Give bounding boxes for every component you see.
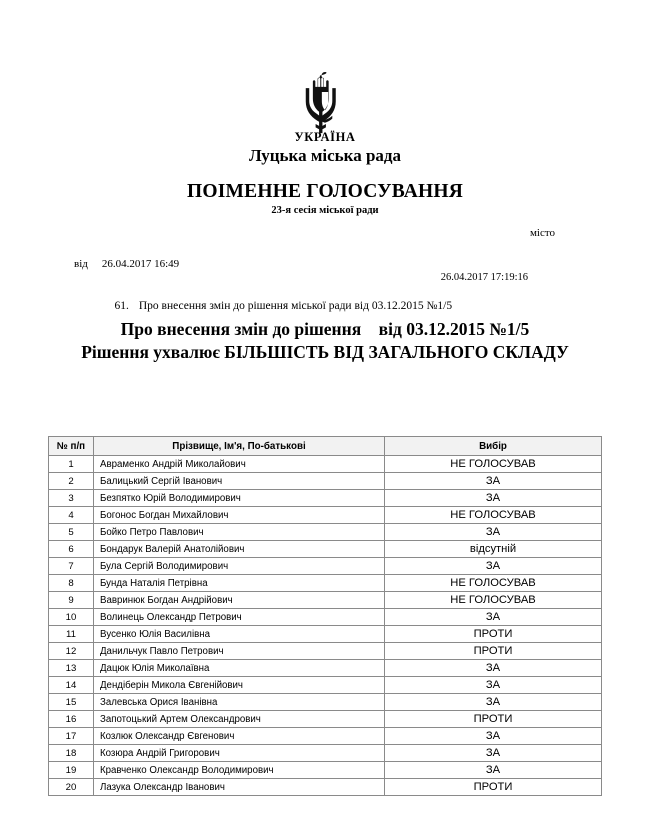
deputy-name: Залевська Орися Іванівна <box>94 694 385 711</box>
vote-value: ЗА <box>385 728 602 745</box>
table-row <box>49 745 602 762</box>
row-number: 12 <box>49 643 94 660</box>
row-number: 7 <box>49 558 94 575</box>
agenda-item-text: Про внесення змін до рішення міської ради від 03.12.2015 №1/5 <box>138 300 453 313</box>
row-number: 3 <box>49 490 94 507</box>
row-number: 17 <box>49 728 94 745</box>
row-number: 15 <box>49 694 94 711</box>
table-row <box>49 524 602 541</box>
table-body <box>49 456 602 796</box>
row-number: 18 <box>49 745 94 762</box>
row-number: 13 <box>49 660 94 677</box>
vote-value: НЕ ГОЛОСУВАВ <box>385 575 602 592</box>
row-number: 4 <box>49 507 94 524</box>
table-row <box>49 677 602 694</box>
column-header-vote: Вибір <box>385 437 602 456</box>
row-number: 10 <box>49 609 94 626</box>
row-number: 8 <box>49 575 94 592</box>
country-label: УКРАЇНА <box>294 130 356 144</box>
row-number: 16 <box>49 711 94 728</box>
deputy-name: Безпятко Юрій Володимирович <box>94 490 385 507</box>
deputy-name: Данильчук Павло Петрович <box>94 643 385 660</box>
from-datetime-line <box>63 246 179 282</box>
vote-value: ЗА <box>385 677 602 694</box>
deputy-name: Вусенко Юлія Василівна <box>94 626 385 643</box>
deputy-name: Дацюк Юлія Миколаївна <box>94 660 385 677</box>
resolution-headline-line2: Рішення ухвалює БІЛЬШІСТЬ ВІД ЗАГАЛЬНОГО СКЛАДУ <box>81 342 569 363</box>
emblem-container <box>0 72 650 134</box>
deputy-name: Бунда Наталія Петрівна <box>94 575 385 592</box>
resolution-headline-line1: Про внесення змін до рішення від 03.12.2015 №1/5 <box>120 319 530 339</box>
vote-value: НЕ ГОЛОСУВАВ <box>385 456 602 473</box>
from-datetime-value: 26.04.2017 16:49 <box>101 258 180 271</box>
row-number: 2 <box>49 473 94 490</box>
deputy-name: Авраменко Андрій Миколайович <box>94 456 385 473</box>
deputy-name: Волинець Олександр Петрович <box>94 609 385 626</box>
deputy-name: Запотоцький Артем Олександрович <box>94 711 385 728</box>
table-row <box>49 592 602 609</box>
agenda-item-number: 61. <box>114 300 129 313</box>
column-header-number: № п/п <box>49 437 94 456</box>
vote-value: ЗА <box>385 473 602 490</box>
vote-value: ПРОТИ <box>385 779 602 796</box>
table-row <box>49 660 602 677</box>
row-number: 11 <box>49 626 94 643</box>
vote-value: ЗА <box>385 558 602 575</box>
council-name: Луцька міська рада <box>249 146 401 165</box>
voting-results-table <box>48 436 602 796</box>
table-row <box>49 609 602 626</box>
row-number: 19 <box>49 762 94 779</box>
city-label: місто <box>529 227 555 239</box>
table-row <box>49 558 602 575</box>
deputy-name: Козлюк Олександр Євгенович <box>94 728 385 745</box>
deputy-name: Лазука Олександр Іванович <box>94 779 385 796</box>
vote-value: ЗА <box>385 762 602 779</box>
row-number: 14 <box>49 677 94 694</box>
vote-value: НЕ ГОЛОСУВАВ <box>385 507 602 524</box>
from-word-label: від <box>74 258 88 271</box>
table-row <box>49 490 602 507</box>
row-number: 1 <box>49 456 94 473</box>
deputy-name: Богонос Богдан Михайлович <box>94 507 385 524</box>
vote-value: відсутній <box>385 541 602 558</box>
resolution-headline <box>55 318 595 365</box>
vote-value: ПРОТИ <box>385 643 602 660</box>
table-row <box>49 473 602 490</box>
vote-value: ПРОТИ <box>385 626 602 643</box>
deputy-name: Вавринюк Богдан Андрійович <box>94 592 385 609</box>
vote-value: НЕ ГОЛОСУВАВ <box>385 592 602 609</box>
vote-value: ПРОТИ <box>385 711 602 728</box>
vote-value: ЗА <box>385 609 602 626</box>
stamp-datetime: 26.04.2017 17:19:16 <box>440 272 528 283</box>
vote-value: ЗА <box>385 660 602 677</box>
table-row <box>49 575 602 592</box>
vote-value: ЗА <box>385 745 602 762</box>
column-header-name: Прізвище, Ім'я, По-батькові <box>94 437 385 456</box>
table-header-row <box>49 437 602 456</box>
table-row <box>49 779 602 796</box>
table-row <box>49 762 602 779</box>
row-number: 9 <box>49 592 94 609</box>
table-row <box>49 711 602 728</box>
table-row <box>49 728 602 745</box>
row-number: 20 <box>49 779 94 796</box>
deputy-name: Дендіберін Микола Євгенійович <box>94 677 385 694</box>
table-row <box>49 541 602 558</box>
table-row <box>49 507 602 524</box>
row-number: 5 <box>49 524 94 541</box>
deputy-name: Була Сергій Володимирович <box>94 558 385 575</box>
vote-value: ЗА <box>385 524 602 541</box>
table-row <box>49 694 602 711</box>
deputy-name: Балицький Сергій Іванович <box>94 473 385 490</box>
page-title: ПОІМЕННЕ ГОЛОСУВАННЯ <box>186 181 464 202</box>
ukraine-trident-icon <box>302 72 348 134</box>
row-number: 6 <box>49 541 94 558</box>
vote-value: ЗА <box>385 694 602 711</box>
vote-value: ЗА <box>385 490 602 507</box>
session-subtitle: 23-я сесія міської ради <box>271 205 379 216</box>
table-row <box>49 456 602 473</box>
table-row <box>49 626 602 643</box>
deputy-name: Бойко Петро Павлович <box>94 524 385 541</box>
table-row <box>49 643 602 660</box>
deputy-name: Кравченко Олександр Володимирович <box>94 762 385 779</box>
deputy-name: Бондарук Валерій Анатолійович <box>94 541 385 558</box>
deputy-name: Козюра Андрій Григорович <box>94 745 385 762</box>
